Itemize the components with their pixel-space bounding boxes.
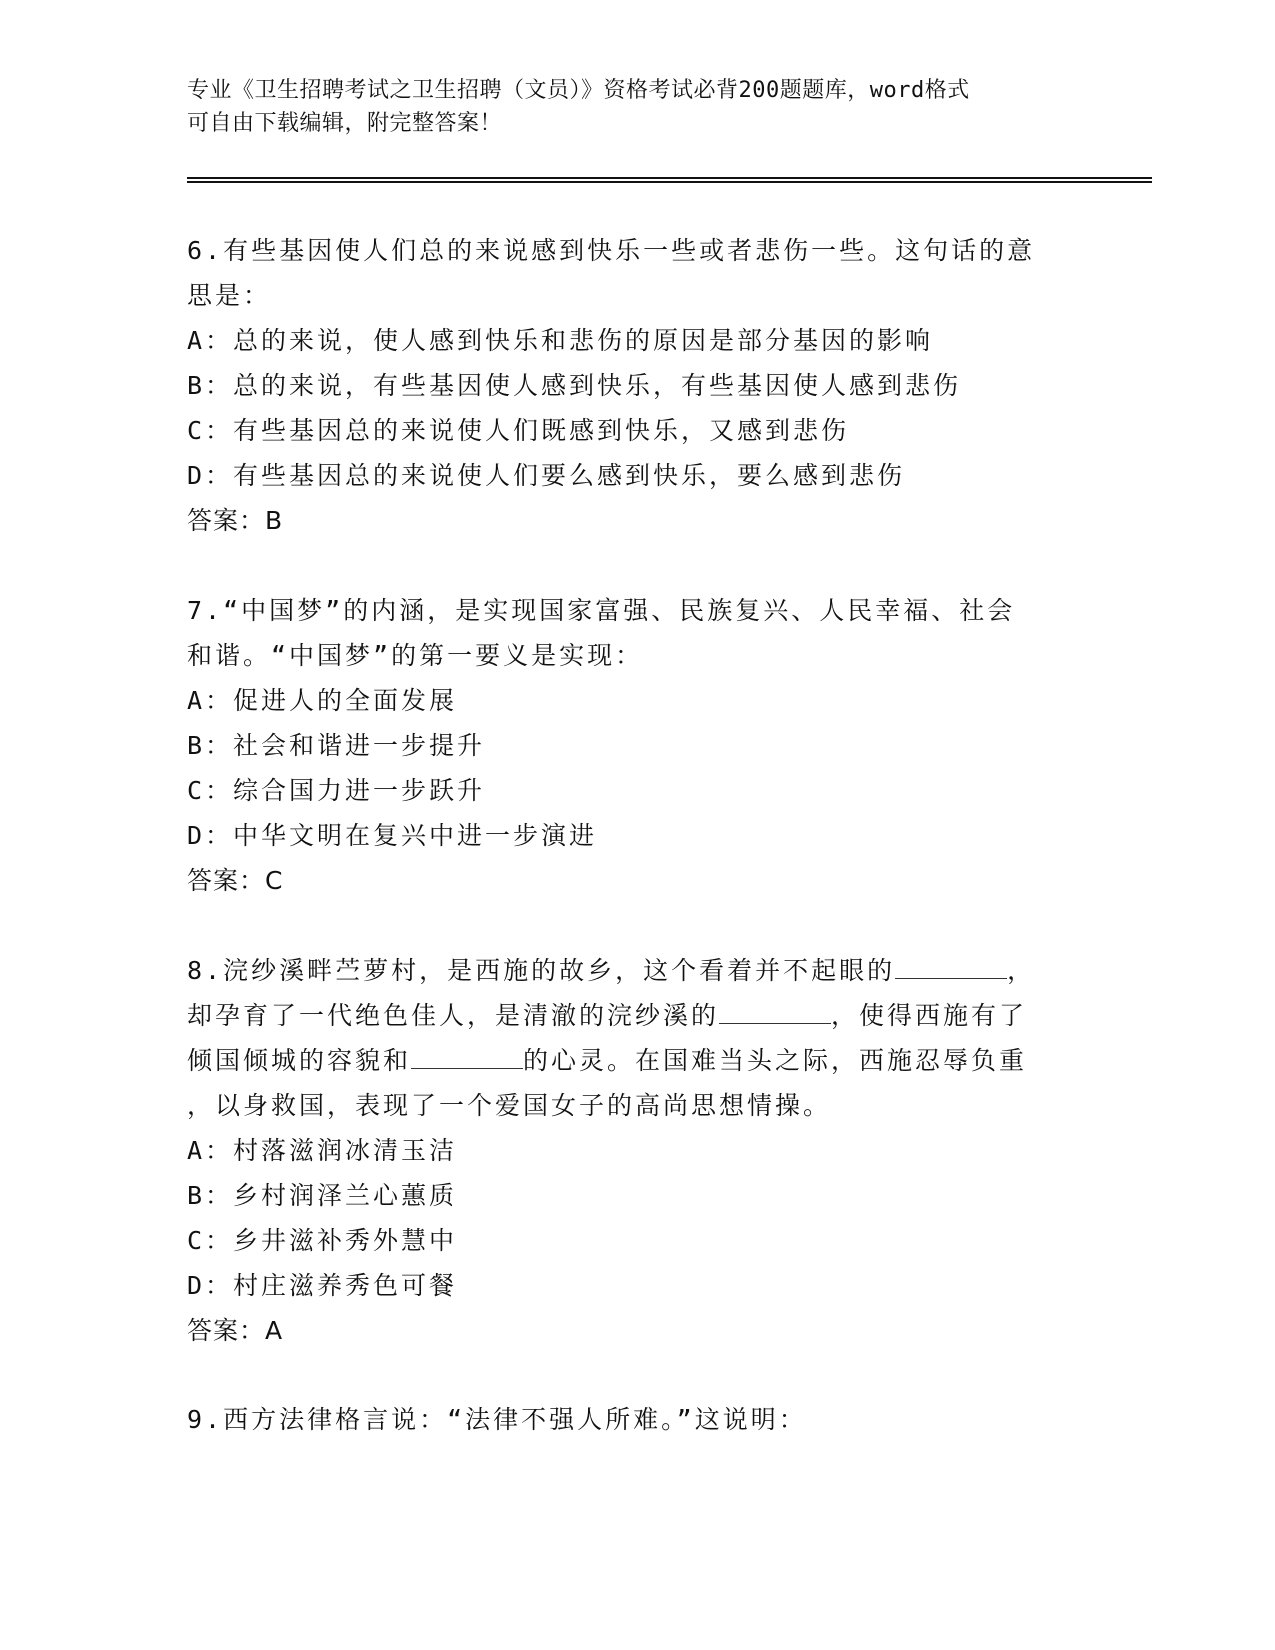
document-header [187, 74, 1087, 140]
option-d: D：村庄滋养秀色可餐 [187, 1271, 458, 1300]
header-line-2: 可自由下载编辑，附完整答案！ [187, 111, 503, 136]
fill-blank [411, 1044, 523, 1069]
answer-label: 答案：C [187, 866, 284, 895]
stem-text: ， [1007, 956, 1036, 985]
stem-text: 倾国倾城的容貌和 [187, 1046, 412, 1075]
option-a: A：促进人的全面发展 [187, 686, 458, 715]
answer-label: 答案：A [187, 1316, 284, 1345]
stem-text: 8.浣纱溪畔苎萝村，是西施的故乡，这个看着并不起眼的 [187, 956, 896, 985]
option-d: D：中华文明在复兴中进一步演进 [187, 821, 598, 850]
option-b: B：社会和谐进一步提升 [187, 731, 486, 760]
question-7 [187, 588, 1067, 903]
option-d: D：有些基因总的来说使人们要么感到快乐，要么感到悲伤 [187, 461, 906, 490]
question-stem-line: ，以身救国，表现了一个爱国女子的高尚思想情操。 [187, 1091, 832, 1120]
question-stem-line [187, 1038, 1067, 1083]
question-stem-line: 6.有些基因使人们总的来说感到快乐一些或者悲伤一些。这句话的意 [187, 236, 1036, 265]
option-a: A：村落滋润冰清玉洁 [187, 1136, 458, 1165]
option-c: C：乡井滋补秀外慧中 [187, 1226, 458, 1255]
option-b: B：总的来说，有些基因使人感到快乐，有些基因使人感到悲伤 [187, 371, 962, 400]
fill-blank [719, 999, 831, 1024]
question-stem-line [187, 993, 1067, 1038]
header-rule-bottom [187, 181, 1152, 183]
stem-text: ，使得西施有了 [831, 1001, 1028, 1030]
option-b: B：乡村润泽兰心蕙质 [187, 1181, 458, 1210]
fill-blank [895, 954, 1007, 979]
question-9 [187, 1397, 1067, 1442]
answer-label: 答案：B [187, 506, 284, 535]
option-c: C：有些基因总的来说使人们既感到快乐，又感到悲伤 [187, 416, 850, 445]
question-stem-line: 思是： [187, 281, 272, 310]
question-stem-line [187, 948, 1067, 993]
question-6 [187, 228, 1067, 543]
stem-text: 的心灵。在国难当头之际，西施忍辱负重 [523, 1046, 1028, 1075]
stem-text: 却孕育了一代绝色佳人，是清澈的浣纱溪的 [187, 1001, 720, 1030]
option-a: A：总的来说，使人感到快乐和悲伤的原因是部分基因的影响 [187, 326, 934, 355]
question-stem-line: 9.西方法律格言说：“法律不强人所难。”这说明： [187, 1405, 807, 1434]
question-stem-line: 和谐。“中国梦”的第一要义是实现： [187, 641, 644, 670]
header-rule-top [187, 177, 1152, 179]
question-8 [187, 948, 1067, 1353]
option-c: C：综合国力进一步跃升 [187, 776, 486, 805]
question-stem-line: 7.“中国梦”的内涵，是实现国家富强、民族复兴、人民幸福、社会 [187, 596, 1016, 625]
header-line-1: 专业《卫生招聘考试之卫生招聘（文员）》资格考试必背200题题库，word格式 [187, 78, 970, 103]
